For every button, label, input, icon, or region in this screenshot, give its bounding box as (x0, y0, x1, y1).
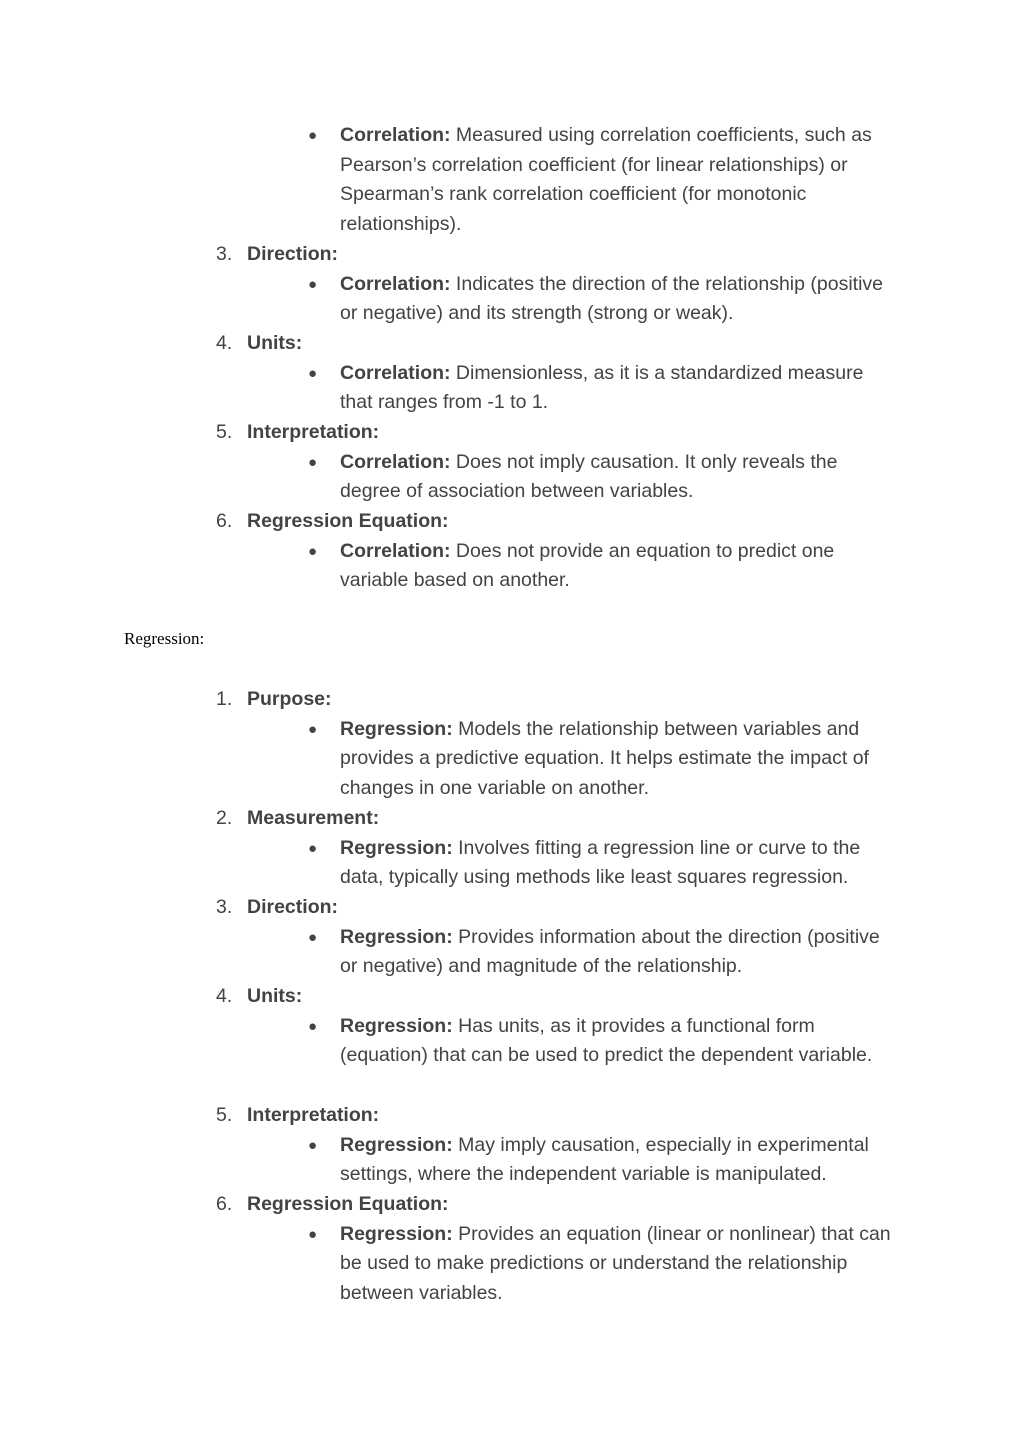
numbered-item (0, 804, 1024, 893)
bullet-term: Regression: (340, 1222, 453, 1245)
bullet-term: Correlation: (340, 272, 451, 295)
bullet-description: Dimensionless, as it is a standardized measure that ranges from -1 to 1. (340, 361, 864, 414)
bullet-icon: ● (308, 1225, 318, 1243)
section-heading: Regression: (124, 629, 205, 648)
bullet-text (340, 448, 900, 507)
numbered-item (0, 1190, 1024, 1309)
bullet-icon: ● (308, 1017, 318, 1035)
numbered-item (0, 1101, 1024, 1190)
bullet-text (340, 834, 900, 893)
item-number: 1. (216, 688, 233, 710)
bullet-description: Measured using correlation coefficients, such as Pearson’s correlation coefficient (for linear relationships) or Spearman’s rank correlation coefficient (for monotonic relationships). (340, 124, 872, 236)
bullet-term: Regression: (340, 836, 453, 859)
bullet-icon: ● (308, 127, 318, 144)
bullet-term: Regression: (340, 717, 453, 740)
bullet-description: Does not imply causation. It only reveals the degree of association between variables. (340, 450, 838, 503)
bullet-icon: ● (308, 928, 318, 946)
correlation-section (0, 121, 1024, 596)
numbered-item (0, 507, 1024, 596)
bullet-text (340, 121, 900, 240)
item-number: 3. (216, 243, 233, 265)
item-label: Regression Equation: (247, 1193, 449, 1215)
bullet-term: Regression: (340, 1014, 453, 1037)
item-number: 5. (216, 1104, 233, 1126)
bullet-text (340, 715, 900, 804)
bullet-description: Involves fitting a regression line or curve to the data, typically using methods like least squares regression. (340, 836, 861, 889)
list-item (0, 121, 1024, 240)
bullet-term: Correlation: (340, 124, 451, 146)
bullet-icon: ● (308, 542, 318, 560)
bullet-term: Correlation: (340, 450, 451, 473)
bullet-text (340, 537, 900, 596)
bullet-term: Correlation: (340, 361, 451, 384)
item-number: 3. (216, 896, 233, 918)
bullet-description: Has units, as it provides a functional form (equation) that can be used to predict the dependent variable. (340, 1014, 873, 1067)
bullet-text (340, 1220, 900, 1309)
bullet-text (340, 359, 900, 418)
item-number: 4. (216, 985, 233, 1007)
item-number: 6. (216, 1193, 233, 1215)
bullet-icon: ● (308, 839, 318, 857)
item-number: 2. (216, 807, 233, 829)
item-label: Direction: (247, 243, 339, 265)
bullet-term: Regression: (340, 925, 453, 948)
bullet-text (340, 1131, 900, 1190)
numbered-item (0, 685, 1024, 804)
bullet-description: Does not provide an equation to predict one variable based on another. (340, 539, 835, 592)
item-number: 6. (216, 510, 233, 532)
bullet-description: Provides an equation (linear or nonlinear) that can be used to make predictions or understand the relationship between variables. (340, 1222, 891, 1305)
numbered-item (0, 893, 1024, 982)
bullet-text (340, 270, 900, 329)
bullet-term: Correlation: (340, 539, 451, 562)
regression-section (0, 685, 1024, 1309)
numbered-item (0, 329, 1024, 418)
bullet-description: Models the relationship between variables and provides a predictive equation. It helps estimate the impact of changes in one variable on another. (340, 717, 869, 800)
bullet-icon: ● (308, 1136, 318, 1154)
bullet-description: Provides information about the direction (positive or negative) and magnitude of the relationship. (340, 925, 880, 978)
bullet-description: Indicates the direction of the relationship (positive or negative) and its strength (strong or weak). (340, 272, 884, 325)
numbered-item (0, 418, 1024, 507)
bullet-description: May imply causation, especially in experimental settings, where the independent variable is manipulated. (340, 1133, 869, 1186)
item-label: Interpretation: (247, 1104, 380, 1126)
bullet-text (340, 1012, 900, 1071)
item-label: Measurement: (247, 807, 380, 829)
item-label: Direction: (247, 896, 339, 918)
item-label: Interpretation: (247, 421, 380, 443)
item-label: Regression Equation: (247, 510, 449, 532)
bullet-icon: ● (308, 275, 318, 293)
numbered-item (0, 982, 1024, 1101)
bullet-term: Regression: (340, 1133, 453, 1156)
bullet-text (340, 923, 900, 982)
bullet-icon: ● (308, 453, 318, 471)
item-label: Purpose: (247, 688, 332, 710)
bullet-icon: ● (308, 720, 318, 738)
item-number: 5. (216, 421, 233, 443)
bullet-icon: ● (308, 364, 318, 382)
numbered-item (0, 240, 1024, 329)
item-label: Units: (247, 985, 303, 1007)
item-number: 4. (216, 332, 233, 354)
item-label: Units: (247, 332, 303, 354)
